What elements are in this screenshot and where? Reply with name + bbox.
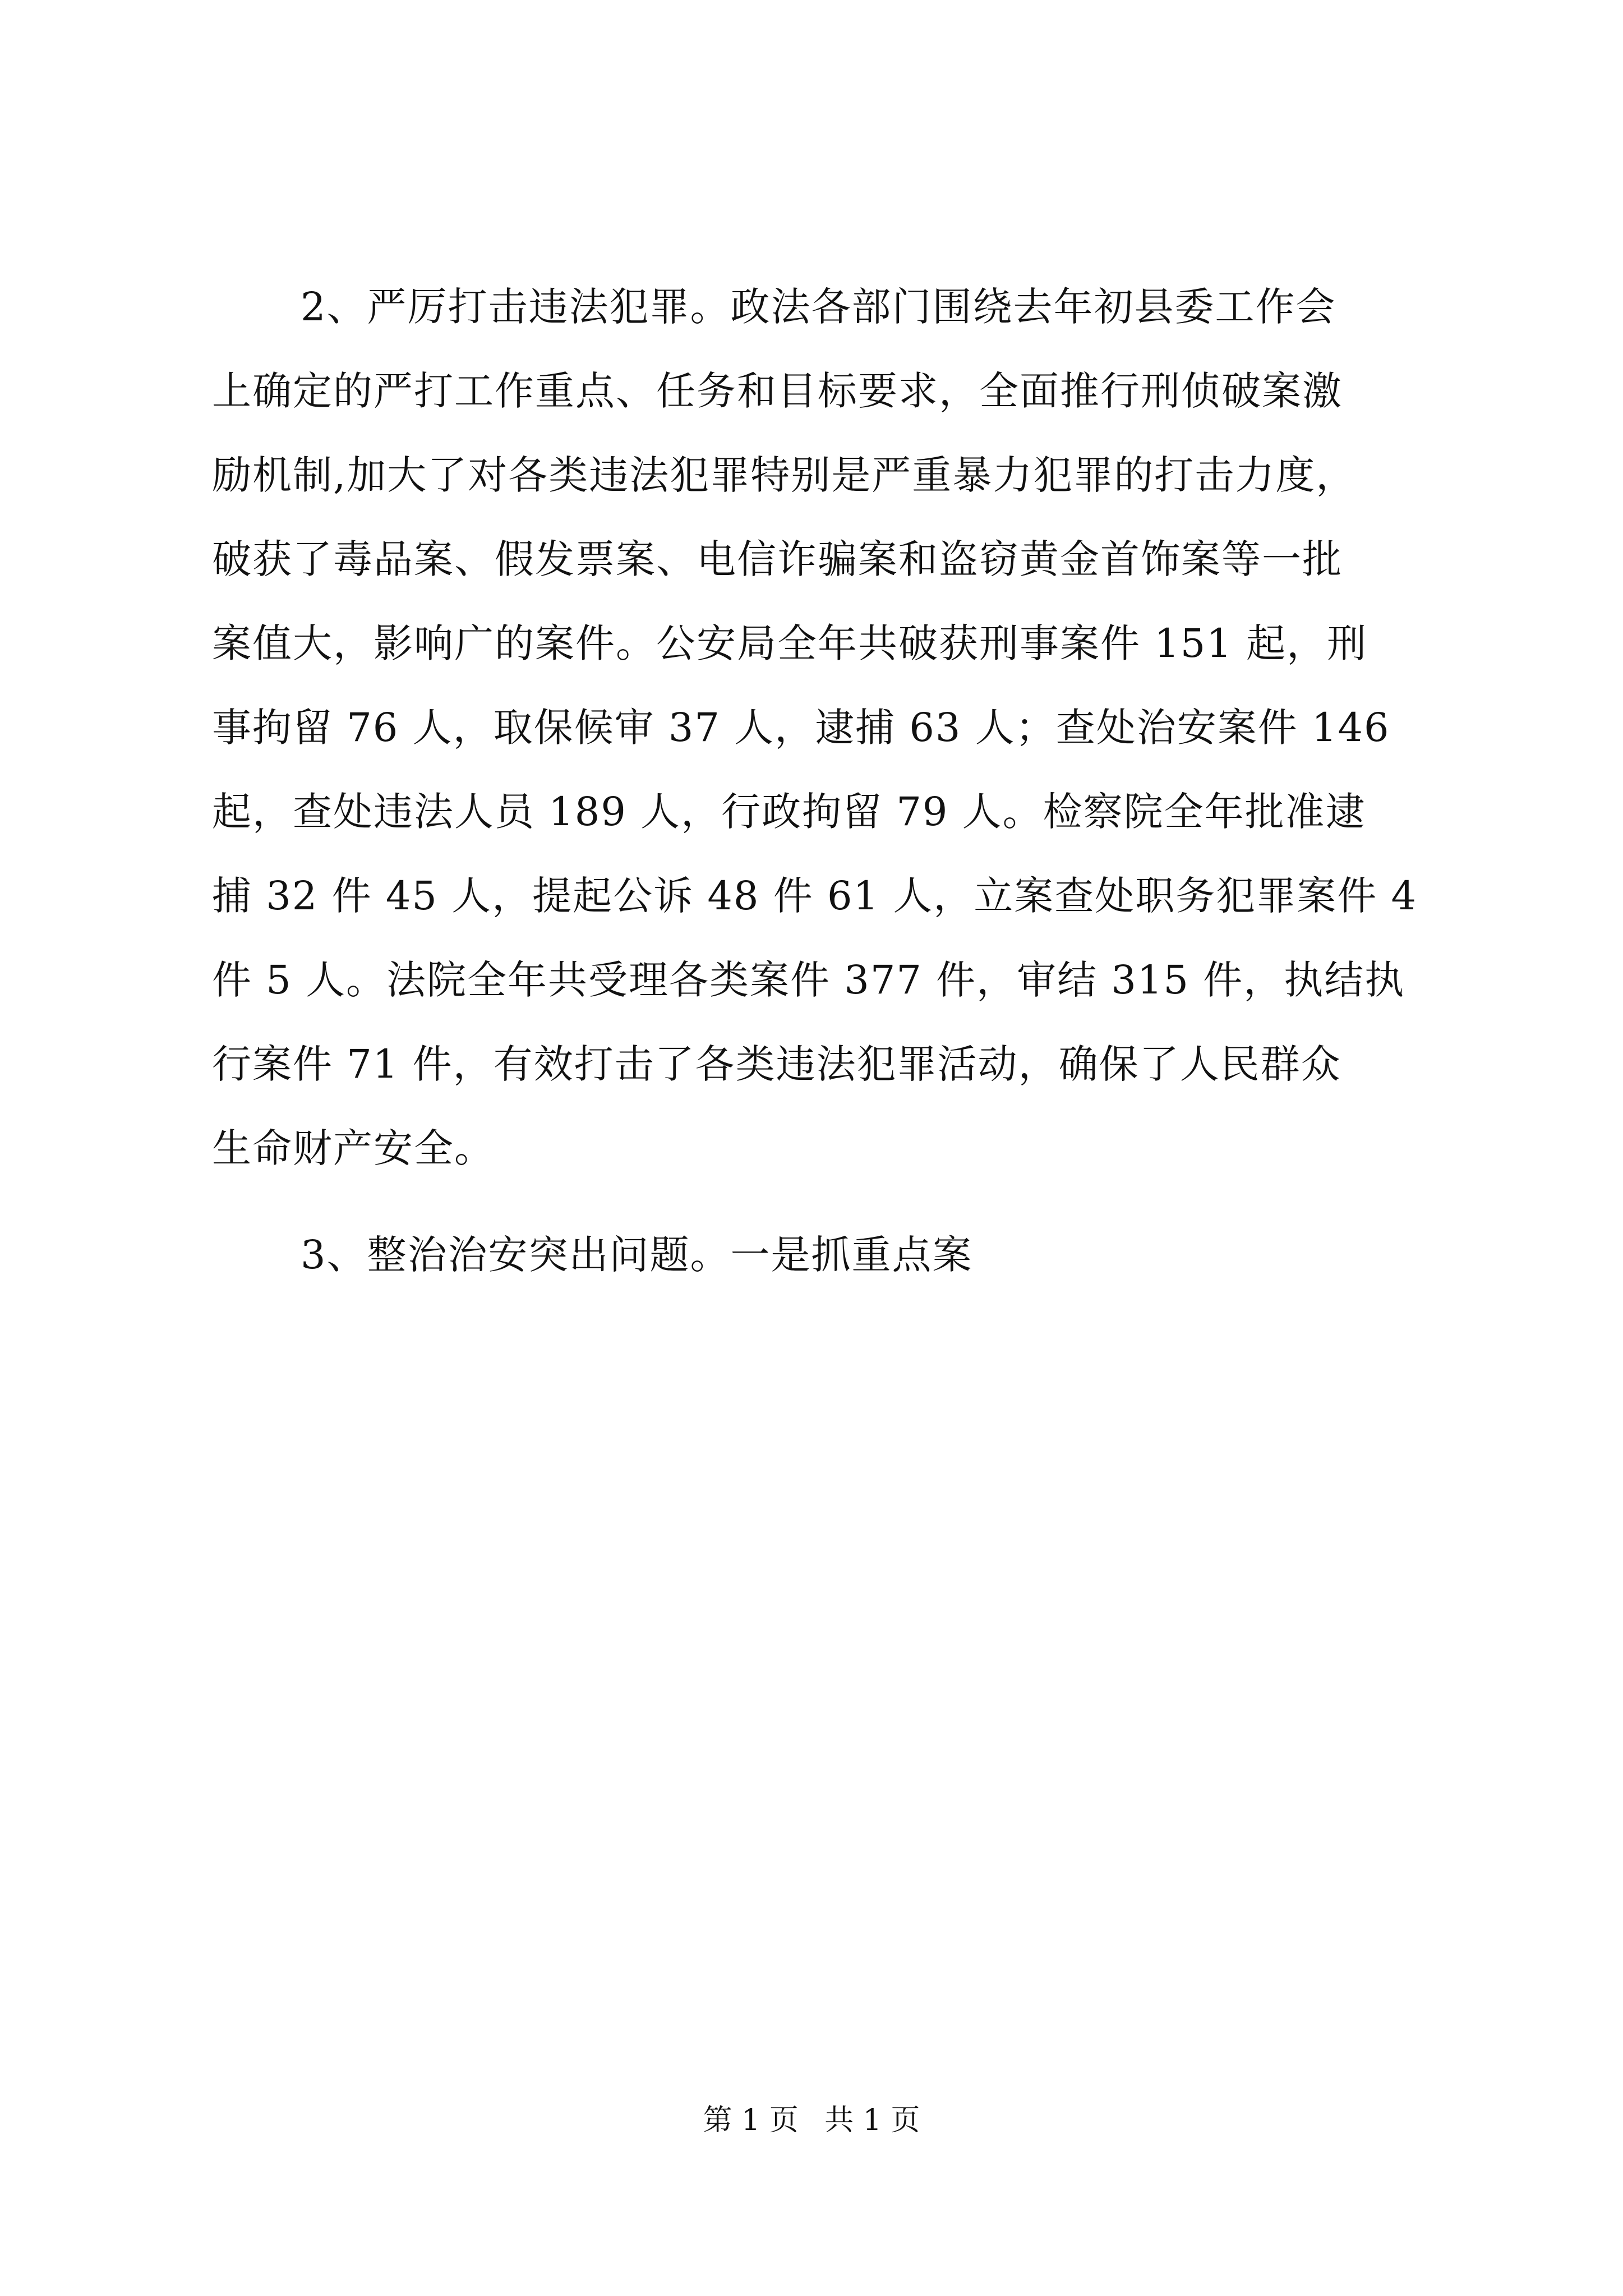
paragraph-2-line-1: 2、严厉打击违法犯罪。政法各部门围绕去年初县委工作会 [301,284,1336,330]
paragraph-3-line-1: 3、整治治安突出问题。一是抓重点案 [301,1232,973,1278]
paragraph-2-line-8: 捕 32 件 45 人，提起公诉 48 件 61 人，立案查处职务犯罪案件 4 [212,873,1418,919]
page-count: 共 1 页 [824,2104,920,2137]
paragraph-2-line-5: 案值大，影响广的案件。公安局全年共破获刑事案件 151 起，刑 [212,620,1368,666]
paragraph-2-line-6: 事拘留 76 人，取保候审 37 人，逮捕 63 人；查处治安案件 146 [212,705,1390,751]
paragraph-2-line-7: 起，查处违法人员 189 人，行政拘留 79 人。检察院全年批准逮 [212,789,1366,835]
document-body [212,265,1468,1297]
paragraph-2-line-9: 件 5 人。法院全年共受理各类案件 377 件，审结 315 件，执结执 [212,957,1405,1003]
paragraph-2-line-11: 生命财产安全。 [212,1125,495,1171]
paragraph-2-line-10: 行案件 71 件，有效打击了各类违法犯罪活动，确保了人民群众 [212,1041,1341,1087]
paragraph-2-line-4: 破获了毒品案、假发票案、电信诈骗案和盗窃黄金首饰案等一批 [212,536,1343,582]
page-footer [0,2101,1623,2140]
page-number: 第 1 页 [703,2104,799,2137]
paragraph-2-line-2: 上确定的严打工作重点、任务和目标要求，全面推行刑侦破案激 [212,368,1343,414]
paragraph-2-line-3: 励机制,加大了对各类违法犯罪特别是严重暴力犯罪的打击力度， [212,452,1357,498]
paragraph-gap [212,1190,1468,1213]
